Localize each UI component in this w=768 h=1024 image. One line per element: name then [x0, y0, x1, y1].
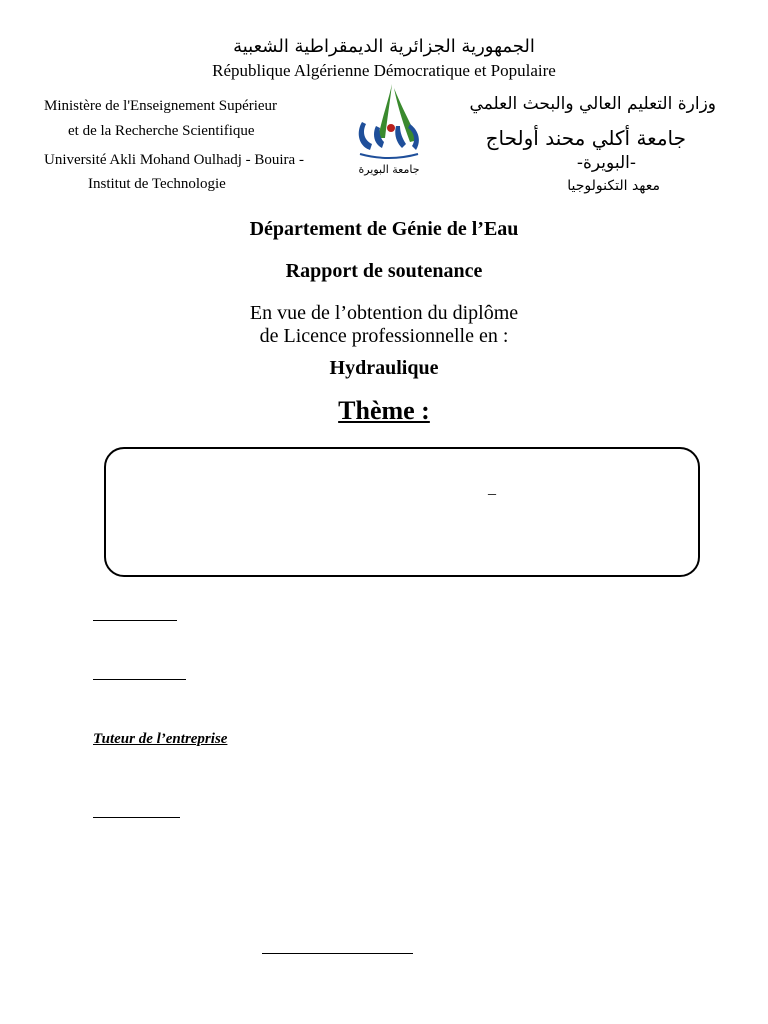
ministry-line: Ministère de l'Enseignement Supérieur	[44, 98, 278, 114]
university-line: Université Akli Mohand Oulhadj - Bouira -	[44, 152, 304, 168]
header-french-title: République Algérienne Démocratique et Populaire	[212, 61, 556, 80]
ministry-line-2: et de la Recherche Scientifique	[68, 123, 255, 139]
blank-line	[93, 817, 180, 818]
specialty: Hydraulique	[329, 357, 439, 379]
purpose-line-2: de Licence professionnelle en :	[259, 325, 509, 347]
theme-dash: _	[488, 480, 496, 497]
blank-line	[93, 620, 177, 621]
theme-box	[104, 447, 700, 577]
ministry-line-arabic: وزارة التعليم العالي والبحث العلمي	[469, 94, 716, 114]
tutor-label: Tuteur de l’entreprise	[93, 731, 228, 747]
report-type: Rapport de soutenance	[285, 260, 483, 282]
purpose-line: En vue de l’obtention du diplôme	[249, 302, 519, 324]
university-line-arabic: جامعة أكلي محند أولحاج	[485, 126, 686, 150]
institute-line-arabic: معهد التكنولوجيا	[567, 178, 660, 194]
university-logo	[352, 82, 426, 178]
city-line-arabic: -البويرة-	[576, 153, 636, 173]
signature-line	[262, 953, 413, 954]
department-title: Département de Génie de l’Eau	[249, 218, 519, 240]
theme-label: Thème :	[338, 396, 430, 425]
institute-line: Institut de Technologie	[88, 176, 226, 192]
header-arabic-title: الجمهورية الجزائرية الديمقراطية الشعبية	[233, 36, 535, 57]
logo-caption: جامعة البويرة	[358, 163, 420, 176]
blank-line	[93, 679, 186, 680]
